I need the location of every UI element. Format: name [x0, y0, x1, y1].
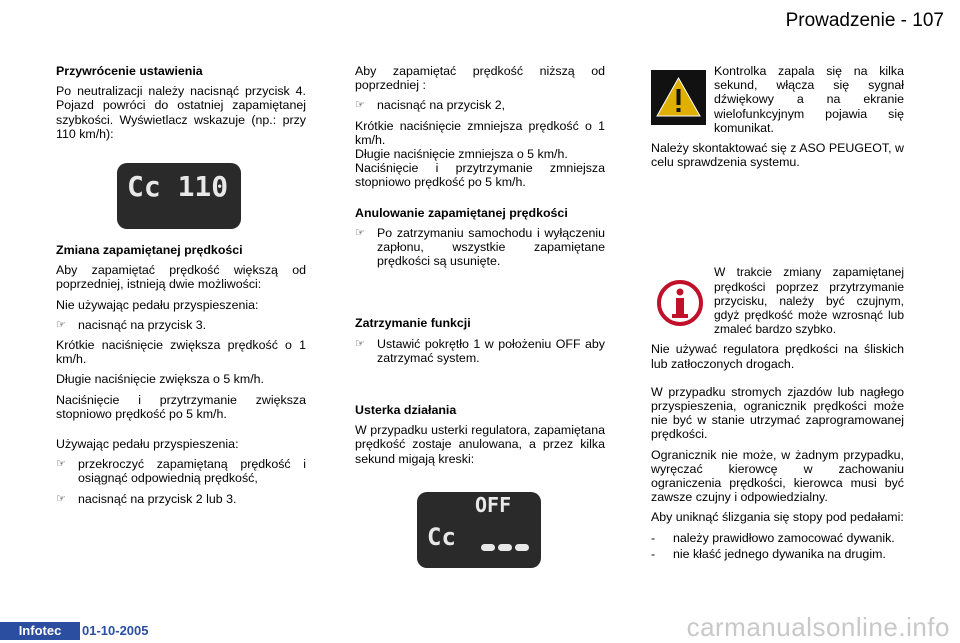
paragraph: W przypadku usterki regulatora, zapamiętana prędkość zostaje anulowana, a przez kilka sekund migają kreski: — [355, 423, 605, 466]
heading-change-speed: Zmiana zapamiętanej prędkości — [56, 243, 243, 258]
heading-cancel-speed: Anulowanie zapamiętanej prędkości — [355, 205, 568, 220]
lcd-display-cc110 — [117, 163, 241, 229]
paragraph: Należy skontaktować się z ASO PEUGEOT, w celu sprawdzenia systemu. — [651, 141, 904, 170]
paragraph: Krótkie naciśnięcie zmniejsza prędkość o 1 km/h. — [355, 118, 605, 147]
lcd-display-off — [417, 492, 541, 568]
pointing-hand-icon: ☞ — [355, 226, 365, 239]
column-1 — [56, 64, 306, 512]
paragraph: Nie używać regulatora prędkości na śliskich lub zatłoczonych drogach. — [651, 342, 904, 371]
info-circle-icon — [655, 278, 705, 328]
column-2 — [355, 64, 605, 568]
paragraph: Aby zapamiętać prędkość większą od poprzedniej, istnieją dwie możliwości: — [56, 263, 306, 292]
list-item: ☞ przekroczyć zapamiętaną prędkość i osiągnąć odpowiednią prędkość, — [56, 457, 306, 486]
heading-restore: Przywrócenie ustawienia — [56, 64, 203, 78]
paragraph: Krótkie naciśnięcie zwiększa prędkość o 1 km/h. — [56, 338, 306, 367]
paragraph: Długie naciśnięcie zwiększa o 5 km/h. — [56, 372, 264, 387]
list-item: ☞ Ustawić pokrętło 1 w położeniu OFF aby zatrzymać system. — [355, 336, 605, 365]
infotec-logo: Infotec — [0, 622, 80, 640]
paragraph: Nie używając pedału przyspieszenia: — [56, 297, 259, 312]
paragraph: Naciśnięcie i przytrzymanie zmniejsza stopniowo prędkość po 5 km/h. — [355, 161, 605, 190]
paragraph: Aby uniknąć ślizgania się stopy pod pedałami: — [651, 510, 904, 525]
list-item: ☞ nacisnąć na przycisk 3. — [56, 317, 207, 332]
paragraph: Kontrolka zapala się na kilka sekund, włącza się sygnał dźwiękowy a na ekranie wielofunkcyjnym pojawia się komunikat. — [714, 64, 904, 135]
heading-malfunction: Usterka działania — [355, 403, 457, 418]
paragraph: Używając pedału przyspieszenia: — [56, 437, 239, 452]
paragraph: Po neutralizacji należy nacisnąć przycisk 4. Pojazd powróci do ostatniej zapamiętanej szybkości. Wyświetlacz wskazuje (np.: przy 110 km/h): — [56, 84, 306, 141]
list-item: ☞ nacisnąć na przycisk 2 lub 3. — [56, 491, 237, 506]
lcd-text: Cc 110 — [127, 170, 229, 204]
list-item: - należy prawidłowo zamocować dywanik. — [651, 530, 895, 545]
pointing-hand-icon: ☞ — [355, 99, 365, 112]
footer-date: 01-10-2005 — [82, 623, 149, 638]
paragraph: Długie naciśnięcie zmniejsza o 5 km/h. — [355, 147, 568, 162]
list-item: ☞ nacisnąć na przycisk 2, — [355, 98, 506, 113]
paragraph: W trakcie zmiany zapamiętanej prędkości poprzez przytrzymanie przycisku, należy być czujnym, gdyż prędkość może wzrosnąć lub zmaleć bardzo szybko. — [714, 265, 904, 337]
pointing-hand-icon: ☞ — [355, 337, 365, 350]
pointing-hand-icon: ☞ — [56, 458, 66, 471]
pointing-hand-icon: ☞ — [56, 318, 66, 331]
lcd-text-off: OFF — [475, 492, 512, 517]
heading-stop-function: Zatrzymanie funkcji — [355, 316, 471, 331]
list-item: ☞ Po zatrzymaniu samochodu i wyłączeniu zapłonu, wszystkie zapamiętane prędkości są usunięte. — [355, 225, 605, 269]
paragraph: Aby zapamiętać prędkość niższą od poprzedniej : — [355, 64, 605, 93]
paragraph: W przypadku stromych zjazdów lub nagłego przyspieszenia, ogranicznik prędkości może nie być w stanie utrzymać zaprogramowanej prędkości. — [651, 384, 904, 442]
list-item: - nie kłaść jednego dywanika na drugim. — [651, 546, 886, 561]
paragraph: Naciśnięcie i przytrzymanie zwiększa stopniowo prędkość po 5 km/h. — [56, 392, 306, 421]
page-title: Prowadzenie - 107 — [785, 10, 944, 31]
paragraph: Ogranicznik nie może, w żadnym przypadku, wyręczać kierowcę w zachowaniu ograniczenia prędkości, kierowca musi być zawsze czujny i odpowiedzialny. — [651, 447, 904, 505]
lcd-text-cc: Cc — [427, 522, 456, 551]
dashes-indicator — [481, 540, 529, 554]
watermark: carmanualsonline.info — [686, 612, 950, 642]
pointing-hand-icon: ☞ — [56, 492, 66, 505]
